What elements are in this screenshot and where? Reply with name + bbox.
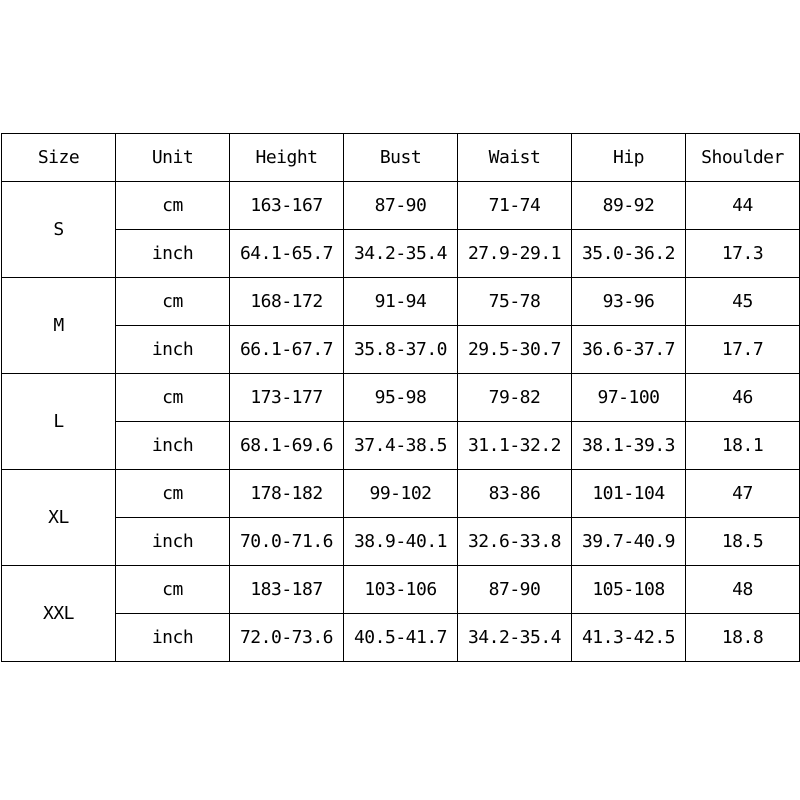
waist-cell: 79-82	[458, 374, 572, 422]
header-hip: Hip	[572, 134, 686, 182]
bust-cell: 103-106	[344, 566, 458, 614]
table-row	[2, 326, 800, 374]
bust-cell: 87-90	[344, 182, 458, 230]
size-label: M	[2, 278, 116, 374]
shoulder-cell: 47	[686, 470, 800, 518]
unit-cell: inch	[116, 518, 230, 566]
bust-cell: 38.9-40.1	[344, 518, 458, 566]
height-cell: 183-187	[230, 566, 344, 614]
waist-cell: 32.6-33.8	[458, 518, 572, 566]
height-cell: 163-167	[230, 182, 344, 230]
height-cell: 68.1-69.6	[230, 422, 344, 470]
bust-cell: 99-102	[344, 470, 458, 518]
header-size: Size	[2, 134, 116, 182]
height-cell: 178-182	[230, 470, 344, 518]
unit-cell: cm	[116, 470, 230, 518]
height-cell: 72.0-73.6	[230, 614, 344, 662]
height-cell: 64.1-65.7	[230, 230, 344, 278]
height-cell: 168-172	[230, 278, 344, 326]
shoulder-cell: 46	[686, 374, 800, 422]
size-label: L	[2, 374, 116, 470]
unit-cell: inch	[116, 614, 230, 662]
shoulder-cell: 18.5	[686, 518, 800, 566]
table-row	[2, 374, 800, 422]
table-row	[2, 230, 800, 278]
table-row	[2, 614, 800, 662]
table-row	[2, 518, 800, 566]
shoulder-cell: 18.1	[686, 422, 800, 470]
height-cell: 173-177	[230, 374, 344, 422]
hip-cell: 38.1-39.3	[572, 422, 686, 470]
height-cell: 66.1-67.7	[230, 326, 344, 374]
hip-cell: 93-96	[572, 278, 686, 326]
height-cell: 70.0-71.6	[230, 518, 344, 566]
header-bust: Bust	[344, 134, 458, 182]
unit-cell: cm	[116, 278, 230, 326]
size-label: S	[2, 182, 116, 278]
bust-cell: 34.2-35.4	[344, 230, 458, 278]
hip-cell: 41.3-42.5	[572, 614, 686, 662]
waist-cell: 29.5-30.7	[458, 326, 572, 374]
waist-cell: 87-90	[458, 566, 572, 614]
waist-cell: 71-74	[458, 182, 572, 230]
table-row	[2, 278, 800, 326]
unit-cell: inch	[116, 326, 230, 374]
bust-cell: 37.4-38.5	[344, 422, 458, 470]
table-row	[2, 470, 800, 518]
header-waist: Waist	[458, 134, 572, 182]
shoulder-cell: 48	[686, 566, 800, 614]
bust-cell: 40.5-41.7	[344, 614, 458, 662]
shoulder-cell: 17.3	[686, 230, 800, 278]
shoulder-cell: 45	[686, 278, 800, 326]
waist-cell: 83-86	[458, 470, 572, 518]
waist-cell: 27.9-29.1	[458, 230, 572, 278]
shoulder-cell: 18.8	[686, 614, 800, 662]
waist-cell: 34.2-35.4	[458, 614, 572, 662]
size-chart-table	[1, 133, 800, 662]
table-row	[2, 566, 800, 614]
size-label: XL	[2, 470, 116, 566]
shoulder-cell: 44	[686, 182, 800, 230]
unit-cell: inch	[116, 422, 230, 470]
hip-cell: 101-104	[572, 470, 686, 518]
hip-cell: 36.6-37.7	[572, 326, 686, 374]
header-shoulder: Shoulder	[686, 134, 800, 182]
unit-cell: cm	[116, 182, 230, 230]
unit-cell: cm	[116, 374, 230, 422]
header-height: Height	[230, 134, 344, 182]
unit-cell: cm	[116, 566, 230, 614]
bust-cell: 95-98	[344, 374, 458, 422]
waist-cell: 75-78	[458, 278, 572, 326]
shoulder-cell: 17.7	[686, 326, 800, 374]
hip-cell: 39.7-40.9	[572, 518, 686, 566]
table-row	[2, 422, 800, 470]
header-unit: Unit	[116, 134, 230, 182]
unit-cell: inch	[116, 230, 230, 278]
size-label: XXL	[2, 566, 116, 662]
bust-cell: 91-94	[344, 278, 458, 326]
bust-cell: 35.8-37.0	[344, 326, 458, 374]
hip-cell: 105-108	[572, 566, 686, 614]
waist-cell: 31.1-32.2	[458, 422, 572, 470]
hip-cell: 97-100	[572, 374, 686, 422]
table-row	[2, 182, 800, 230]
header-row	[2, 134, 800, 182]
hip-cell: 35.0-36.2	[572, 230, 686, 278]
hip-cell: 89-92	[572, 182, 686, 230]
